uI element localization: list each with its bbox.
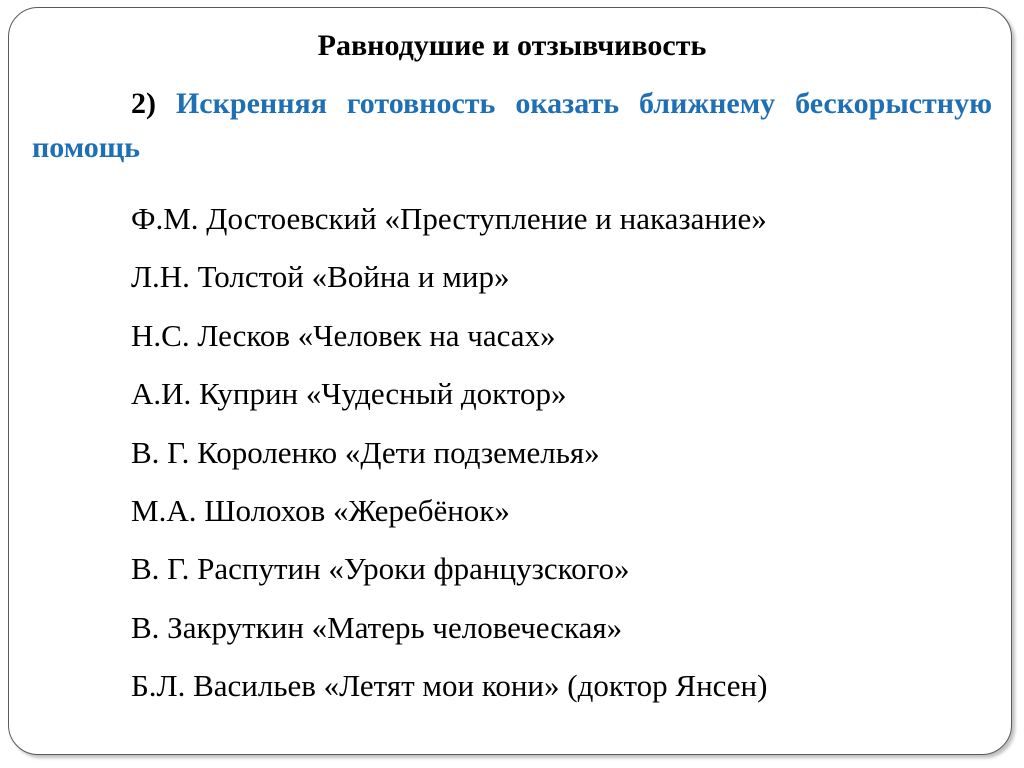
slide-title: Равнодушие и отзывчивость bbox=[317, 29, 707, 62]
list-item: В. Г. Распутин «Уроки французского» bbox=[131, 551, 630, 587]
list-item: Л.Н. Толстой «Война и мир» bbox=[131, 259, 510, 295]
works-list bbox=[131, 190, 991, 716]
list-item: В. Закруткин «Матерь человеческая» bbox=[131, 609, 623, 645]
list-item: Н.С. Лесков «Человек на часах» bbox=[131, 317, 556, 353]
definition-text: Искренняя готовность оказать ближнему бескорыстную помощь bbox=[32, 87, 993, 164]
list-item: Ф.М. Достоевский «Преступление и наказание» bbox=[131, 201, 767, 236]
point-number: 2) bbox=[131, 87, 156, 120]
list-item: В. Г. Короленко «Дети подземелья» bbox=[131, 434, 600, 470]
list-item: А.И. Куприн «Чудесный доктор» bbox=[131, 376, 567, 412]
list-item: Б.Л. Васильев «Летят мои кони» (доктор Янсен) bbox=[131, 668, 768, 704]
list-item: М.А. Шолохов «Жеребёнок» bbox=[131, 493, 510, 529]
definition-paragraph bbox=[32, 82, 992, 170]
